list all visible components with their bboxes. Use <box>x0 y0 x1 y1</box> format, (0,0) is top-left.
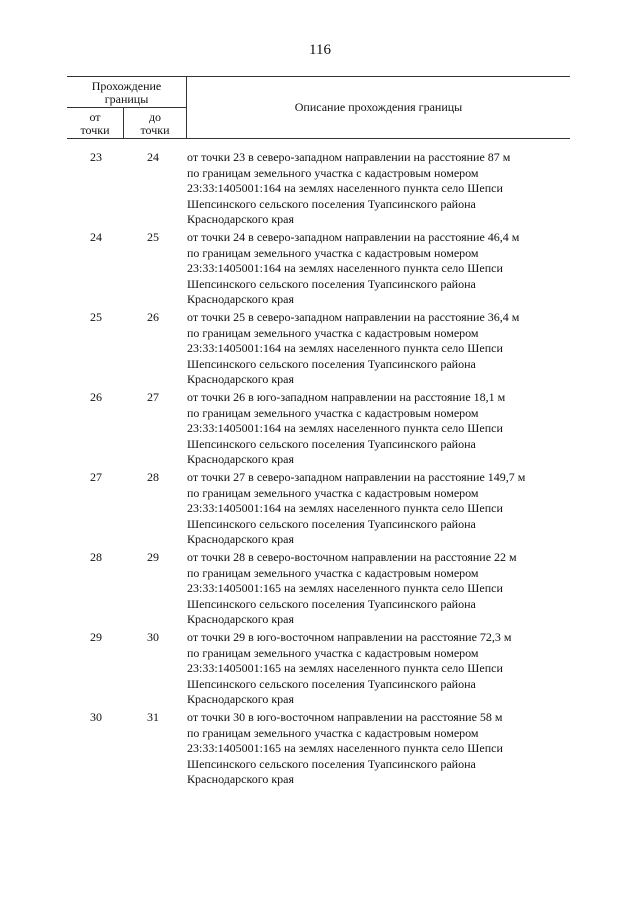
header-to-line2: точки <box>140 123 170 137</box>
description-line: по границам земельного участка с кадастровым номером <box>187 565 479 580</box>
header-from-point <box>67 111 123 137</box>
description-line: от точки 29 в юго-восточном направлении на расстояние 72,3 м <box>187 630 512 644</box>
table-row <box>67 550 570 630</box>
to-point-cell: 30 <box>147 630 159 644</box>
table-row <box>67 630 570 710</box>
description-cell <box>187 310 570 388</box>
table-row <box>67 310 570 390</box>
description-line: 23:33:1405001:164 на землях населенного пункта село Шепси <box>187 181 503 195</box>
description-line: 23:33:1405001:165 на землях населенного пункта село Шепси <box>187 581 503 595</box>
to-point-cell: 28 <box>147 470 159 484</box>
description-line: Краснодарского края <box>187 532 295 546</box>
description-line: от точки 28 в северо-восточном направлении на расстояние 22 м <box>187 550 517 564</box>
from-point-cell: 26 <box>90 390 102 404</box>
to-point-cell: 29 <box>147 550 159 564</box>
description-line: от точки 27 в северо-западном направлении на расстояние 149,7 м <box>187 470 526 484</box>
description-line: Краснодарского края <box>187 452 295 466</box>
description-line: Краснодарского края <box>187 772 295 786</box>
description-line: 23:33:1405001:164 на землях населенного пункта село Шепси <box>187 421 503 435</box>
table-row <box>67 150 570 230</box>
description-line: 23:33:1405001:165 на землях населенного пункта село Шепси <box>187 661 503 675</box>
description-line: Краснодарского края <box>187 612 295 626</box>
description-line: Шепсинского сельского поселения Туапсинского района <box>187 276 476 291</box>
description-line: Краснодарского края <box>187 212 295 226</box>
description-line: Краснодарского края <box>187 372 295 386</box>
description-line: Шепсинского сельского поселения Туапсинского района <box>187 196 476 211</box>
to-point-cell: 24 <box>147 150 159 164</box>
to-point-cell: 25 <box>147 230 159 244</box>
description-line: 23:33:1405001:164 на землях населенного пункта село Шепси <box>187 261 503 275</box>
from-point-cell: 24 <box>90 230 102 244</box>
to-point-cell: 26 <box>147 310 159 324</box>
description-line: по границам земельного участка с кадастровым номером <box>187 405 479 420</box>
description-line: 23:33:1405001:164 на землях населенного пункта село Шепси <box>187 501 503 515</box>
description-cell <box>187 550 570 628</box>
description-cell <box>187 470 570 548</box>
from-point-cell: 25 <box>90 310 102 324</box>
description-line: по границам земельного участка с кадастровым номером <box>187 485 479 500</box>
description-line: по границам земельного участка с кадастровым номером <box>187 165 479 180</box>
table-row <box>67 390 570 470</box>
description-cell <box>187 150 570 228</box>
description-line: по границам земельного участка с кадастровым номером <box>187 325 479 340</box>
header-from-line1: от <box>89 110 101 124</box>
description-line: Шепсинского сельского поселения Туапсинского района <box>187 436 476 451</box>
table-body <box>67 150 570 790</box>
description-line: от точки 24 в северо-западном направлении на расстояние 46,4 м <box>187 230 520 244</box>
header-group-boundary <box>67 77 186 108</box>
description-line: Шепсинского сельского поселения Туапсинского района <box>187 516 476 531</box>
table-row <box>67 230 570 310</box>
description-line: от точки 30 в юго-восточном направлении на расстояние 58 м <box>187 710 503 724</box>
description-cell <box>187 710 570 788</box>
description-line: Шепсинского сельского поселения Туапсинского района <box>187 356 476 371</box>
from-point-cell: 28 <box>90 550 102 564</box>
header-group-line2: границы <box>104 92 149 106</box>
description-line: от точки 25 в северо-западном направлении на расстояние 36,4 м <box>187 310 520 324</box>
to-point-cell: 31 <box>147 710 159 724</box>
from-point-cell: 29 <box>90 630 102 644</box>
description-line: от точки 23 в северо-западном направлении на расстояние 87 м <box>187 150 511 164</box>
table-header <box>67 76 570 139</box>
description-cell <box>187 630 570 708</box>
description-line: 23:33:1405001:164 на землях населенного пункта село Шепси <box>187 341 503 355</box>
description-line: от точки 26 в юго-западном направлении на расстояние 18,1 м <box>187 390 506 404</box>
from-point-cell: 27 <box>90 470 102 484</box>
to-point-cell: 27 <box>147 390 159 404</box>
description-line: 23:33:1405001:165 на землях населенного пункта село Шепси <box>187 741 503 755</box>
header-group-line1: Прохождение <box>91 79 162 93</box>
description-line: Шепсинского сельского поселения Туапсинского района <box>187 756 476 771</box>
page-number: 116 <box>309 42 331 58</box>
header-to-point <box>124 111 186 137</box>
description-line: Шепсинского сельского поселения Туапсинского района <box>187 676 476 691</box>
header-to-line1: до <box>148 110 162 124</box>
header-description: Описание прохождения границы <box>294 100 463 114</box>
description-line: Краснодарского края <box>187 692 295 706</box>
table-row <box>67 470 570 550</box>
description-line: по границам земельного участка с кадастровым номером <box>187 725 479 740</box>
from-point-cell: 23 <box>90 150 102 164</box>
description-cell <box>187 230 570 308</box>
description-line: по границам земельного участка с кадастровым номером <box>187 645 479 660</box>
from-point-cell: 30 <box>90 710 102 724</box>
description-line: Шепсинского сельского поселения Туапсинского района <box>187 596 476 611</box>
description-line: по границам земельного участка с кадастровым номером <box>187 245 479 260</box>
header-from-line2: точки <box>80 123 110 137</box>
description-line: Краснодарского края <box>187 292 295 306</box>
description-cell <box>187 390 570 468</box>
table-row <box>67 710 570 790</box>
